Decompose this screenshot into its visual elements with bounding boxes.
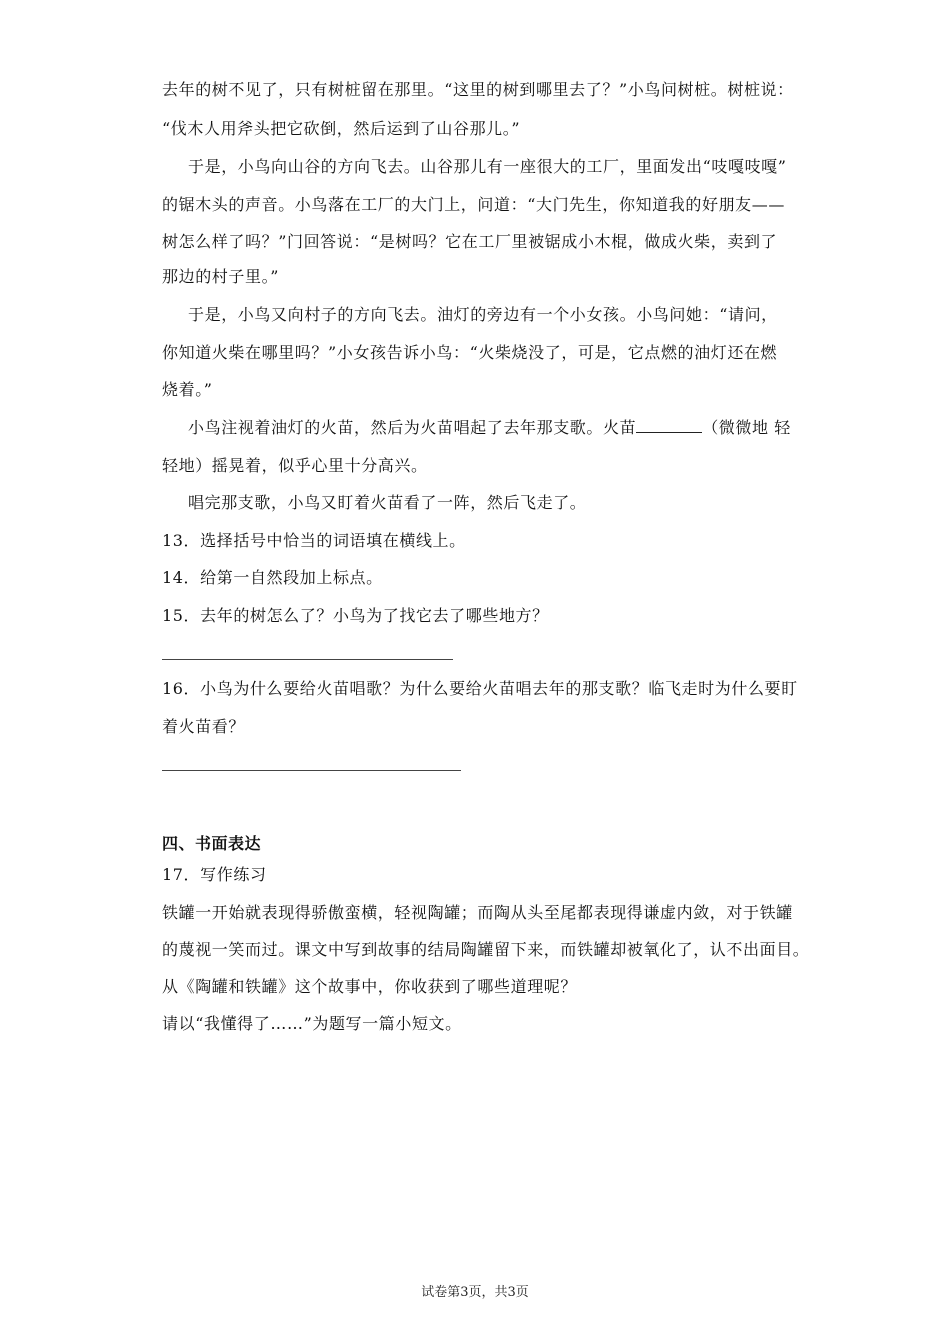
section-4-body-line1: 铁罐一开始就表现得骄傲蛮横，轻视陶罐；而陶从头至尾都表现得谦虚内敛，对于铁罐 [162, 903, 793, 922]
page-footer: 试卷第3页，共3页 [421, 1285, 529, 1300]
question-17: 17．写作练习 [162, 865, 267, 884]
passage-p4-options: （微微地 轻 [702, 418, 791, 437]
passage-p1-line2: “伐木人用斧头把它砍倒，然后运到了山谷那儿。” [162, 119, 521, 138]
answer-line-q15[interactable] [162, 659, 453, 660]
passage-p2-line2: 的锯木头的声音。小鸟落在工厂的大门上，问道：“大门先生，你知道我的好朋友—— [162, 195, 785, 214]
passage-p4-line1-text: 小鸟注视着油灯的火苗，然后为火苗唱起了去年那支歌。火苗 [188, 418, 637, 437]
passage-p4-line2: 轻地）摇晃着，似乎心里十分高兴。 [162, 456, 428, 475]
section-4-body-line2: 的蔑视一笑而过。课文中写到故事的结局陶罐留下来，而铁罐却被氧化了，认不出面目。 [162, 940, 810, 959]
section-4-title: 四、书面表达 [162, 834, 262, 853]
passage-p3-line3: 烧着。” [162, 380, 213, 399]
question-13: 13．选择括号中恰当的词语填在横线上。 [162, 531, 466, 550]
question-14: 14．给第一自然段加上标点。 [162, 568, 383, 587]
passage-p3-line2: 你知道火柴在哪里吗？”小女孩告诉小鸟：“火柴烧没了，可是，它点燃的油灯还在燃 [162, 343, 778, 362]
passage-p1-line1: 去年的树不见了，只有树桩留在那里。“这里的树到哪里去了？”小鸟问树桩。树桩说： [162, 80, 794, 99]
question-16-line2: 着火苗看？ [162, 717, 246, 736]
question-16-line1: 16．小鸟为什么要给火苗唱歌？为什么要给火苗唱去年的那支歌？临飞走时为什么要盯 [162, 679, 798, 698]
passage-p3-line1: 于是，小鸟又向村子的方向飞去。油灯的旁边有一个小女孩。小鸟问她：“请问， [188, 305, 778, 324]
passage-p2-line1: 于是，小鸟向山谷的方向飞去。山谷那儿有一座很大的工厂，里面发出“吱嘎吱嘎” [188, 157, 787, 176]
passage-p2-line4: 那边的村子里。” [162, 267, 279, 286]
answer-line-q16[interactable] [162, 770, 461, 771]
passage-p4-line1 [188, 418, 792, 438]
question-15: 15．去年的树怎么了？小鸟为了找它去了哪些地方？ [162, 606, 549, 625]
passage-p5-line1: 唱完那支歌，小鸟又盯着火苗看了一阵，然后飞走了。 [188, 493, 587, 512]
section-4-body-line4: 请以“我懂得了……”为题写一篇小短文。 [162, 1014, 462, 1033]
fill-in-blank[interactable] [636, 418, 702, 433]
passage-p2-line3: 树怎么样了吗？”门回答说：“是树吗？它在工厂里被锯成小木棍，做成火柴，卖到了 [162, 232, 778, 251]
section-4-body-line3: 从《陶罐和铁罐》这个故事中，你收获到了哪些道理呢？ [162, 977, 578, 996]
